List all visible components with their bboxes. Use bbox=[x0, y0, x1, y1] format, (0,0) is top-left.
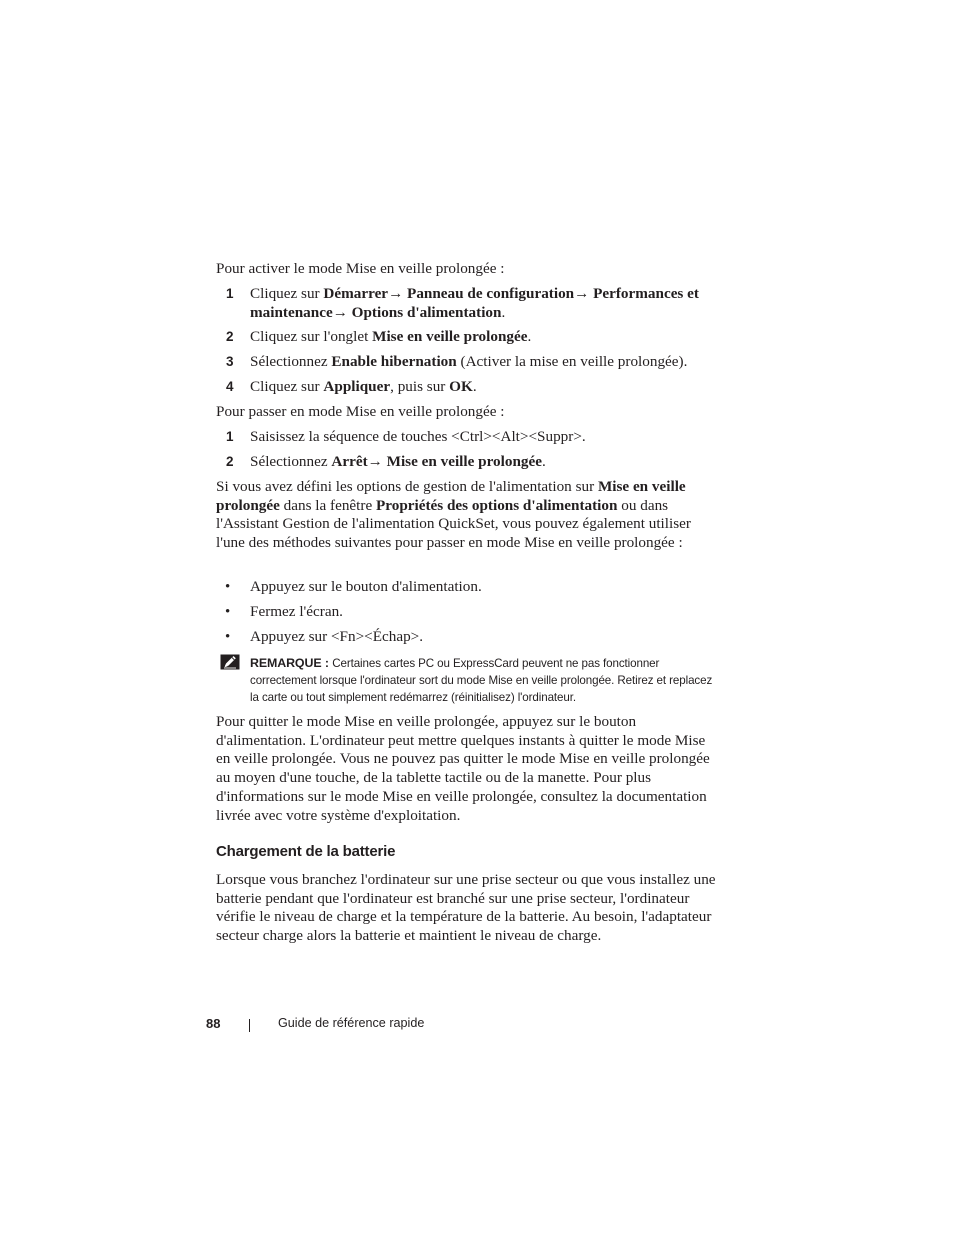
options-paragraph: Si vous avez défini les options de gestion de l'alimentation sur Mise en veille prolongée dans la fenêtre Propriétés des options d'alimentation ou dans l'Assistant Gestion de l'alimentation QuickSet, vous pouvez également utiliser l'une des méthodes suivantes pour passer en mode Mise en veille prolongée : bbox=[216, 478, 691, 552]
step-number: 2 bbox=[226, 454, 234, 469]
footer-title: Guide de référence rapide bbox=[278, 1016, 425, 1030]
bullet-marker: • bbox=[225, 604, 231, 620]
bullet-marker: • bbox=[225, 579, 231, 595]
exit-paragraph: Pour quitter le mode Mise en veille prolongée, appuyez sur le bouton d'alimentation. L'ordinateur peut mettre quelques instants à quitter le mode Mise en veille prolongée. Vous ne pouvez pas quitter le mode Mise en veille prolongée au moyen d'une touche, de la tablette tactile ou de la manette. Pour plus d'informations sur le mode Mise en veille prolongée, consultez la documentation livrée avec votre système d'exploitation. bbox=[216, 713, 710, 824]
arrow-icon: → bbox=[332, 303, 352, 321]
enter-intro: Pour passer en mode Mise en veille prolongée : bbox=[216, 403, 505, 420]
step-number: 4 bbox=[226, 379, 234, 394]
page-number: 88 bbox=[206, 1016, 221, 1031]
note-label: REMARQUE : bbox=[250, 656, 333, 670]
arrow-icon: → bbox=[574, 285, 594, 302]
battery-paragraph: Lorsque vous branchez l'ordinateur sur une prise secteur ou que vous installez une batterie pendant que l'ordinateur est branché sur une prise secteur, l'ordinateur vérifie le niveau de charge et la température de la batterie. Au besoin, l'adaptateur secteur charge alors la batterie et maintient le niveau de charge. bbox=[216, 871, 716, 945]
arrow-icon: → bbox=[367, 453, 387, 470]
step-text: Cliquez sur l'onglet Mise en veille prolongée. bbox=[250, 328, 532, 345]
step-text: Saisissez la séquence de touches <Ctrl><Alt><Suppr>. bbox=[250, 428, 586, 445]
step-number: 1 bbox=[226, 429, 234, 444]
section-heading: Chargement de la batterie bbox=[216, 843, 396, 860]
activate-intro: Pour activer le mode Mise en veille prolongée : bbox=[216, 260, 505, 277]
step-text: Cliquez sur Appliquer, puis sur OK. bbox=[250, 378, 477, 395]
pencil-note-icon bbox=[220, 654, 240, 670]
footer-divider bbox=[249, 1019, 250, 1032]
step-text: Cliquez sur Démarrer→ Panneau de configuration→ Performances et maintenance→ Options d'alimentation. bbox=[250, 285, 699, 321]
note-text: REMARQUE : Certaines cartes PC ou ExpressCard peuvent ne pas fonctionner correctement lorsque l'ordinateur sort du mode Mise en veille prolongée. Retirez et replacez la carte ou tout simplement redémarrez (réinitialisez) l'ordinateur. bbox=[250, 656, 713, 704]
step-text: Sélectionnez Enable hibernation (Activer la mise en veille prolongée). bbox=[250, 353, 688, 370]
bullet-marker: • bbox=[225, 629, 231, 645]
arrow-icon: → bbox=[388, 285, 408, 302]
step-number: 1 bbox=[226, 286, 234, 301]
step-number: 3 bbox=[226, 354, 234, 369]
step-text: Sélectionnez Arrêt→ Mise en veille prolongée. bbox=[250, 453, 546, 470]
step-number: 2 bbox=[226, 329, 234, 344]
